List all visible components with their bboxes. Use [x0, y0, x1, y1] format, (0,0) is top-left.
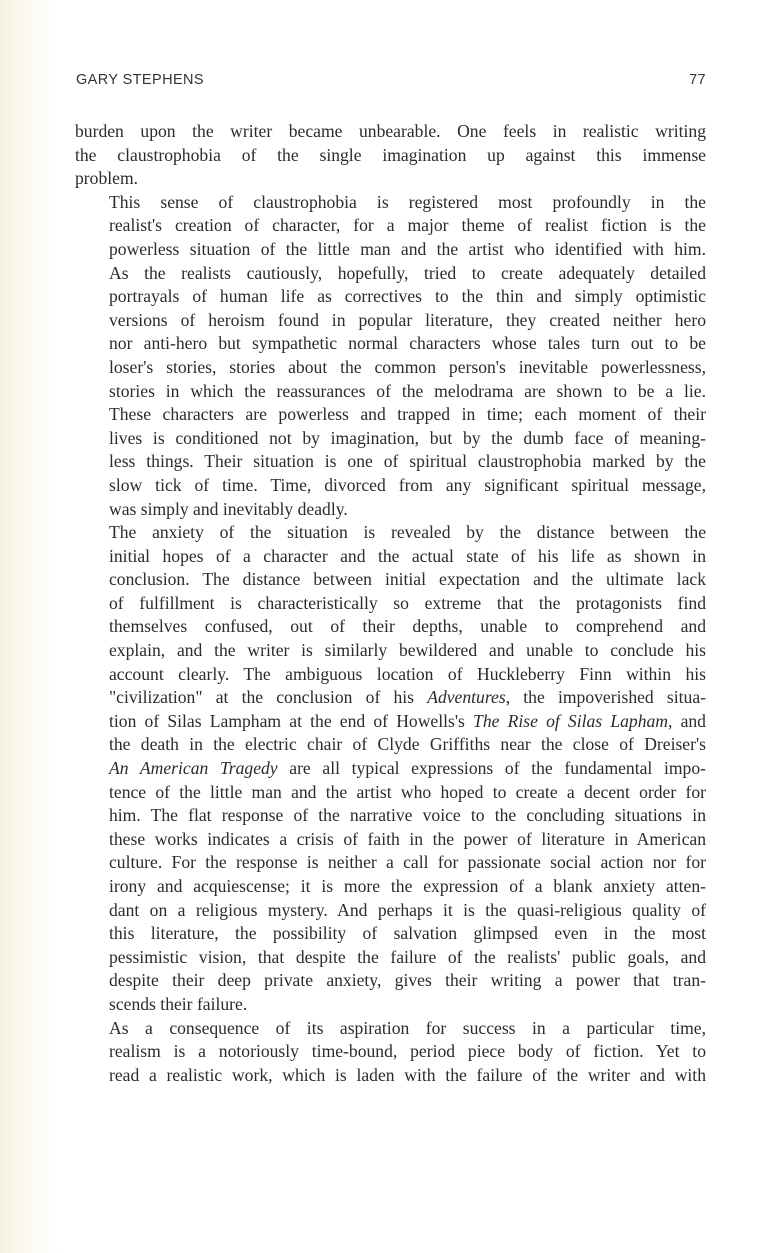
text-line: [75, 639, 706, 663]
text-line: [75, 403, 706, 427]
book-title: Adventures: [427, 687, 506, 708]
text-segment: the claustrophobia of the single imagination up against this immense: [75, 144, 706, 165]
text-segment: problem.: [75, 168, 139, 189]
text-segment: realism is a notoriously time-bound, period piece body of fiction. Yet to: [109, 1041, 706, 1062]
text-segment: portrayals of human life as correctives to the thin and simply optimistic: [109, 286, 706, 307]
page-number: 77: [689, 72, 706, 88]
text-line: [75, 663, 706, 687]
text-segment: and: [672, 710, 706, 731]
text-line: [75, 969, 706, 993]
text-segment: him. The flat response of the narrative voice to the concluding situations in: [109, 805, 706, 826]
text-segment: explain, and the writer is similarly bewildered and unable to conclude his: [109, 640, 706, 661]
text-segment: despite their deep private anxiety, gives their writing a power that tran-: [109, 970, 706, 991]
text-segment: themselves confused, out of their depths, unable to comprehend and: [109, 616, 706, 637]
text-line: [75, 875, 706, 899]
paragraph: [75, 1017, 706, 1088]
paragraph: [75, 521, 706, 1016]
text-line: [75, 615, 706, 639]
text-line: [75, 993, 706, 1017]
text-segment: culture. For the response is neither a call for passionate social action nor for: [109, 852, 706, 873]
text-line: [75, 922, 706, 946]
text-line: [75, 733, 706, 757]
text-segment: The anxiety of the situation is revealed by the distance between the: [109, 522, 706, 543]
text-line: [75, 828, 706, 852]
text-segment: read a realistic work, which is laden with the failure of the writer and with: [109, 1064, 706, 1085]
text-line: [75, 568, 706, 592]
text-segment: loser's stories, stories about the common person's inevitable powerlessness,: [109, 356, 706, 377]
text-line: [75, 427, 706, 451]
text-line: [75, 214, 706, 238]
text-segment: this literature, the possibility of salvation glimpsed even in the most: [109, 923, 706, 944]
body-text: [75, 120, 706, 1087]
text-segment: conclusion. The distance between initial expectation and the ultimate lack: [109, 569, 706, 590]
text-segment: tion of Silas Lampham at the end of Howells's: [109, 710, 474, 731]
text-line: [75, 592, 706, 616]
text-line: [75, 899, 706, 923]
text-line: [75, 521, 706, 545]
text-line: [75, 498, 706, 522]
text-segment: tence of the little man and the artist who hoped to create a decent order for: [109, 781, 706, 802]
text-segment: As a consequence of its aspiration for success in a particular time,: [109, 1017, 706, 1038]
text-line: [75, 474, 706, 498]
text-line: [75, 1064, 706, 1088]
text-line: [75, 167, 706, 191]
text-line: [75, 545, 706, 569]
text-segment: "civilization" at the conclusion of his: [109, 687, 428, 708]
text-line: [75, 120, 706, 144]
text-segment: powerless situation of the little man and the artist who identified with him.: [109, 238, 706, 259]
text-segment: slow tick of time. Time, divorced from any significant spiritual message,: [109, 474, 706, 495]
text-segment: These characters are powerless and trapped in time; each moment of their: [109, 404, 706, 425]
text-line: [75, 781, 706, 805]
text-segment: the death in the electric chair of Clyde Griffiths near the close of Dreiser's: [109, 734, 706, 755]
text-segment: scends their failure.: [109, 993, 248, 1014]
text-line: [75, 757, 706, 781]
text-segment: realist's creation of character, for a major theme of realist fiction is the: [109, 215, 706, 236]
text-line: [75, 1040, 706, 1064]
running-head: [76, 72, 706, 88]
text-line: [75, 332, 706, 356]
text-segment: pessimistic vision, that despite the failure of the realists' public goals, and: [109, 946, 706, 967]
text-segment: irony and acquiescense; it is more the expression of a blank anxiety atten-: [109, 876, 706, 896]
text-line: [75, 309, 706, 333]
text-segment: nor anti-hero but sympathetic normal characters whose tales turn out to be: [109, 333, 706, 354]
text-segment: initial hopes of a character and the actual state of his life as shown in: [109, 545, 706, 566]
text-line: [75, 285, 706, 309]
text-line: [75, 450, 706, 474]
text-segment: , the impoverished situa-: [505, 687, 706, 708]
text-segment: This sense of claustrophobia is registered most profoundly in the: [109, 191, 706, 212]
text-line: [75, 946, 706, 970]
book-title: An American Tragedy: [109, 758, 278, 779]
paragraph: [75, 191, 706, 521]
text-segment: less things. Their situation is one of spiritual claustrophobia marked by the: [109, 451, 706, 472]
book-title: The Rise of Silas Lapham,: [473, 710, 673, 731]
text-line: [75, 804, 706, 828]
text-line: [75, 356, 706, 380]
text-segment: are all typical expressions of the fundamental impo-: [277, 758, 706, 779]
text-segment: lives is conditioned not by imagination, but by the dumb face of meaning-: [109, 427, 706, 448]
text-segment: As the realists cautiously, hopefully, tried to create adequately detailed: [109, 262, 706, 283]
text-line: [75, 710, 706, 734]
text-segment: dant on a religious mystery. And perhaps it is the quasi-religious quality of: [109, 899, 706, 920]
text-segment: was simply and inevitably deadly.: [109, 498, 348, 519]
text-segment: account clearly. The ambiguous location of Huckleberry Finn within his: [109, 663, 706, 684]
text-segment: versions of heroism found in popular literature, they created neither hero: [109, 309, 706, 330]
text-line: [75, 262, 706, 286]
text-line: [75, 380, 706, 404]
text-line: [75, 238, 706, 262]
author-name: GARY STEPHENS: [76, 72, 204, 88]
text-segment: of fulfillment is characteristically so extreme that the protagonists find: [109, 592, 706, 613]
text-line: [75, 851, 706, 875]
text-segment: these works indicates a crisis of faith in the power of literature in American: [109, 828, 706, 849]
text-line: [75, 144, 706, 168]
text-line: [75, 1017, 706, 1041]
text-segment: stories in which the reassurances of the melodrama are shown to be a lie.: [109, 380, 706, 401]
text-line: [75, 686, 706, 710]
text-line: [75, 191, 706, 215]
text-segment: burden upon the writer became unbearable. One feels in realistic writing: [75, 121, 706, 141]
paragraph: [75, 120, 706, 191]
